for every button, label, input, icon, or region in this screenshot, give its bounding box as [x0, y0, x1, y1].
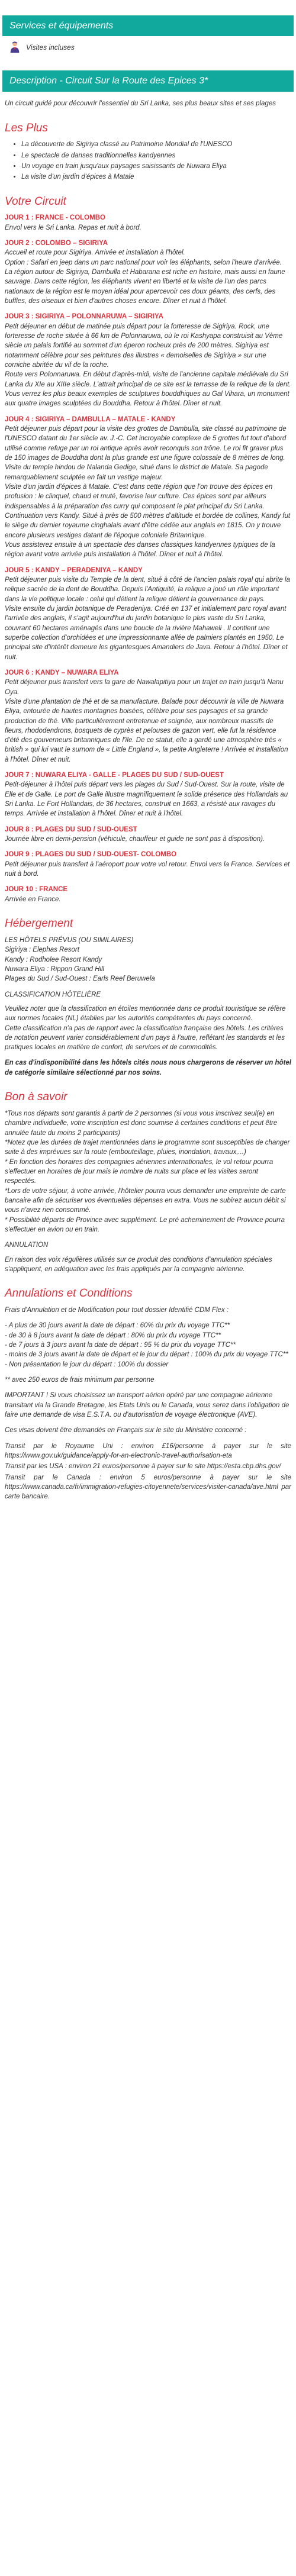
circuit-day [2, 312, 294, 408]
hebergement-title: Hébergement [5, 917, 73, 930]
important-note [2, 1391, 294, 1420]
annulations-title: Annulations et Conditions [5, 1287, 133, 1300]
hotel-note: En cas d'indisponibilité dans les hôtels cités nous nous chargerons de réserver un hôtel de catégorie similaire sélectionné par nos soins. [5, 1059, 291, 1076]
circuit-title: Votre Circuit [5, 195, 66, 208]
day-text: Petit déjeuner puis transfert vers la gare de Nawalapitiya pour un trajet en train jusqu'à Nanu Oya. Visite d'une plantation de thé et de sa manufacture. Balade pour découvrir la ville de Nuwara Eliya, entourée de hautes montagnes boisées, célèbre pour ses paysages et sa grande production de thé. Ville particulièrement entretenue et soignée, aux nombreux massifs de fleurs, rhododendrons, bosquets de cyprès et pelouses de gazon vert, elle fut la résidence d'été des gouverneurs britanniques de l'île. De ce statut, elle a gardé une atmosphère très « british » qui lui vaut le surnom de « Little England », la petite Angleterre ! Arrivée et installation à l'hôtel. Dîner et nuit. [5, 679, 288, 763]
hotels-list [2, 936, 294, 984]
day-title: JOUR 5 : KANDY – PERADENIYA – KANDY [5, 566, 143, 574]
day-text: Arrivée en France. [5, 895, 61, 903]
day-text: Accueil et route pour Sigiriya. Arrivée et installation à l'hôtel. Option : Safari en jeep dans un parc national pour voir les éléphants, selon l'heure d'arrivée. La région autour de Sigiriya, Dambulla et Habarana est riche en histoire, mais aussi en faune sauvage. Dans cette région, les éléphants vivent en liberté et la visite de l'un des parcs nationaux de la région est le moyen idéal pour apercevoir ces doux géants, des cerfs, des buffles, des oiseaux et bien d'autres choses encore. Dîner et nuit à l'hôtel. [5, 249, 285, 305]
day-title: JOUR 1 : FRANCE - COLOMBO [5, 214, 105, 222]
annulation-title: ANNULATION [5, 1242, 49, 1249]
hotel-line: Sigiriya : Elephas Resort [5, 946, 79, 954]
fees-list [2, 1321, 294, 1369]
circuit-day [2, 668, 294, 765]
description-header: Description - Circuit Sur la Route des Epices 3* [2, 70, 294, 92]
day-text: Petit-déjeuner à l'hôtel puis départ vers les plages du Sud / Sud-Ouest. Sur la route, visite de Elle et de Galle. Le port de Galle illustre magnifiquement le solide présence des Hollandais au Sri Lanka. Le Fort Hollandais, de 36 hectares, construit en 1663, a résisté aux ravages du temps. Arrivée et installation à l'hôtel. Dîner et nuit à l'hôtel. [5, 781, 288, 818]
day-title: JOUR 2 : COLOMBO – SIGIRIYA [5, 240, 108, 247]
circuit-day [2, 415, 294, 560]
fee-line: - A plus de 30 jours avant la date de départ : 60% du prix du voyage TTC** [5, 1322, 230, 1330]
circuit-day [2, 213, 294, 233]
plus-title: Les Plus [5, 121, 48, 134]
fees-note: ** avec 250 euros de frais minimum par personne [5, 1376, 155, 1384]
services-header: Services et équipements [2, 15, 294, 36]
day-title: JOUR 7 : NUWARA ELIYA - GALLE - PLAGES DU SUD / SUD-OUEST [5, 772, 224, 779]
classification-text: Veuillez noter que la classification en étoiles mentionnée dans ce produit touristique se réfère aux normes locales (NL) établies par les autorités compétentes du pays concerné. Cette classification n'a pas de rapport avec la classification française des hôtels. Les critères de notation peuvent varier considérablement d'un pays à l'autre, reflétant les standards et les pratiques locales en matière de confort, de services et de commodités. [5, 1005, 286, 1052]
hotel-line: Plages du Sud / Sud-Ouest : Earls Reef Beruwela [5, 975, 155, 983]
fee-line: - de 30 à 8 jours avant la date de départ : 80% du prix du voyage TTC** [5, 1331, 221, 1339]
day-text: Journée libre en demi-pension (véhicule, chauffeur et guide ne sont pas à disposition). [5, 836, 265, 843]
day-text: Envol vers le Sri Lanka. Repas et nuit à bord. [5, 224, 141, 231]
plus-item: • La visite d'un jardin d'épices à Matale [21, 172, 291, 182]
page [0, 15, 296, 1524]
annulations-intro: Frais d'Annulation et de Modification pour tout dossier Identifié CDM Flex : [5, 1306, 229, 1314]
visits-label: Visites incluses [26, 43, 75, 51]
bon-title: Bon à savoir [5, 1091, 67, 1104]
plus-item: • Un voyage en train jusqu'aux paysages saisissants de Nuwara Eliya [21, 162, 291, 171]
plus-item: • La découverte de Sigiriya classé au Patrimoine Mondial de l'UNESCO [21, 140, 291, 149]
circuit-day [2, 885, 294, 904]
circuit-day [2, 566, 294, 662]
description-intro: Un circuit guidé pour découvrir l'essentiel du Sri Lanka, ses plus beaux sites et ses plages [5, 100, 276, 108]
hotel-line: Nuwara Eliya : Rippon Grand Hill [5, 965, 105, 973]
circuit-day [2, 825, 294, 844]
visits-row [2, 36, 294, 55]
circuit-day [2, 238, 294, 306]
visa-uk: Transit par le Royaume Uni : environ £16/personne à payer sur le site https://www.gov.uk/guidance/apply-for-an-electronic-travel-authorisation-eta [5, 1442, 291, 1459]
plus-list [2, 140, 294, 182]
classification-title: CLASSIFICATION HÔTELIÈRE [5, 991, 101, 998]
day-text: Petit déjeuner puis transfert à l'aéroport pour votre vol retour. Envol vers la France. Services et nuit à bord. [5, 860, 290, 878]
circuit-day [2, 770, 294, 819]
hotels-heading: LES HÔTELS PRÉVUS (OU SIMILAIRES) [5, 936, 134, 944]
day-title: JOUR 9 : PLAGES DU SUD / SUD-OUEST- COLOMBO [5, 851, 177, 859]
fee-line: - Non présentation le jour du départ : 100% du dossier [5, 1360, 169, 1368]
annulation-text: En raison des voix régulières utilisés sur ce produit des conditions d'annulation spéciales s'appliquent, en adéquation avec les frais appliqués par la compagnie aérienne. [5, 1256, 272, 1273]
circuit-days [2, 213, 294, 904]
day-title: JOUR 8 : PLAGES DU SUD / SUD-OUEST [5, 826, 137, 833]
circuit-day [2, 850, 294, 879]
important-text: IMPORTANT ! Si vous choisissez un transport aérien opéré par une compagnie aérienne transitant via la Grande Bretagne, les Etats Unis ou le Canada, vous serez dans l'obligation de faire une demande de visa E.S.T.A. ou d'autorisation de voyage électronique (AVE). [5, 1392, 289, 1418]
day-text: Petit déjeuner puis visite du Temple de la dent, situé à côté de l'ancien palais royal qui abrite la relique sacrée de la dent de Bouddha. Depuis l'Antiquité, la relique a joué un rôle important dans la vie politique locale : celui qui détient la relique détient la gouvernance du pays. Visite ensuite du jardin botanique de Peradeniya. Créé en 137 et initialement parc royal avant l'arrivée des anglais, il s'agit aujourd'hui du jardin botanique le plus vaste du Sri Lanka, couvrant 60 hectares aménagés dans une boucle de la rivière Mahaweli . Il contient une superbe collection d'orchidées et une impressionnante allée de palmiers plantés en 1950. Le principal site d'intérêt demeure les gigantesques Amandiers de Java. Retour à l'hôtel. Dîner et nuit. [5, 576, 290, 661]
day-text: Petit déjeuner en début de matinée puis départ pour la forteresse de Sigiriya. Rock, une forteresse de roche située à 66 km de Polonnaruwa, où le roi Kashyapa construisit au Vème siècle un palais fortifié au sommet d'un éperon rocheux près de 200 mètres. Sigiriya est notamment célèbre pour ses peintures des illustres « demoiselles de Sigiriya » sur une corniche abritée du vif de la roche. Route vers Polonnaruwa. En début d'après-midi, visite de l'ancienne capitale médiévale du Sri Lanka du XIe au XIIIe siècle. L'attrait principal de ce site est la terrasse de la relique de la dent. Vous verrez les plus beaux exemples de sculptures bouddhiques au Gal Vihara, un monument aux quatre images sculptées du Bouddha. Retour à l'hôtel. Dîner et nuit. [5, 323, 291, 408]
fee-line: - de 7 jours à 3 jours avant la date de départ : 95 % du prix du voyage TTC** [5, 1341, 236, 1349]
fee-line: - moins de 3 jours avant la date de départ et le jour du départ : 100% du prix du voyage TTC** [5, 1351, 288, 1359]
person-tour-icon [8, 41, 21, 54]
visa-us: Transit par les USA : environ 21 euros/personne à payer sur le site https://esta.cbp.dhs.gov/ [5, 1463, 281, 1471]
visa-intro: Ces visas doivent être demandés en Français sur le site du Ministère concerné : [5, 1427, 247, 1434]
day-title: JOUR 10 : FRANCE [5, 886, 68, 894]
day-text: Petit déjeuner puis départ pour la visite des grottes de Dambulla, site classé au patrimoine de l'UNESCO datant du 1er siècle av. J.-C. Cet incroyable complexe de 5 grottes fut tout d'abord utilisé comme refuge par un roi antique après avoir reconquis son trône. Le roi fit graver plus de 150 images de Bouddha dont la plus grande est une figure colossale de 8 mètres de long. Visite du temple hindou de Nalanda Gedige, situé dans le district de Matale. Sa pagode remarquablement sculptée en fait un vestige majeur. Visite d'un jardin d'épices à Matale. C'est dans cette région que l'on trouve des épices en profusion : le clinquel, chaud et muté, favorise leur culture. Ces épices sont par ailleurs indispensables à la préparation des curry qui composent le plat principal du Sri Lanka. Continuation vers Kandy. Situé à près de 500 mètres d'altitude et bordée de collines, Kandy fut le siège du dernier royaume cinghalais avant d'être cédée aux anglais en 1815. On y trouve encore plusieurs vestiges datant de l'époque coloniale Britannique. Vous assisterez ensuite à un spectacle des danses classiques kandyennes typiques de la région avant votre arrivée puis installation à l'hôtel. Dîner et nuit à l'hôtel. [5, 425, 291, 559]
day-title: JOUR 3 : SIGIRIYA – POLONNARUWA – SIGIRIYA [5, 313, 163, 321]
visa-ca: Transit par le Canada : environ 5 euros/personne à payer sur le site https://www.canada.ca/fr/immigration-refugies-citoyennete/services/visiter-canada/ave.html par carte bancaire. [5, 1474, 291, 1501]
plus-item: • Le spectacle de danses traditionnelles kandyennes [21, 151, 291, 160]
day-title: JOUR 6 : KANDY – NUWARA ELIYA [5, 669, 119, 676]
hotel-line: Kandy : Rodholee Resort Kandy [5, 956, 102, 963]
bon-text: *Tous nos départs sont garantis à partir de 2 personnes (si vous vous inscrivez seul(e) en chambre individuelle, votre inscription est donc soumise à certaines conditions et peut être annulée faute du moins 2 participants) *Notez que les durées de trajet mentionnées dans le programme sont susceptibles de changer suite à des imprévues sur la route (embouteillage, pluies, inondation, travaux,...) * En fonction des horaires des compagnies aériennes internationales, le vol retour pourra s'effectuer en horaires de jour mais le nombre de nuits sur place et les visites seront respectés. *Lors de votre séjour, à votre arrivée, l'hôtelier pourra vous demander une empreinte de carte bancaire afin de sécuriser vos éventuelles dépenses en extra. Vous ne subirez aucun débit si vous n'avez rien consommé. * Possibilité départs de Province avec supplément. Le pré acheminement de Province pourra s'effectuer en avion ou en train. [5, 1110, 290, 1233]
day-title: JOUR 4 : SIGIRIYA – DAMBULLA – MATALE - KANDY [5, 415, 176, 423]
